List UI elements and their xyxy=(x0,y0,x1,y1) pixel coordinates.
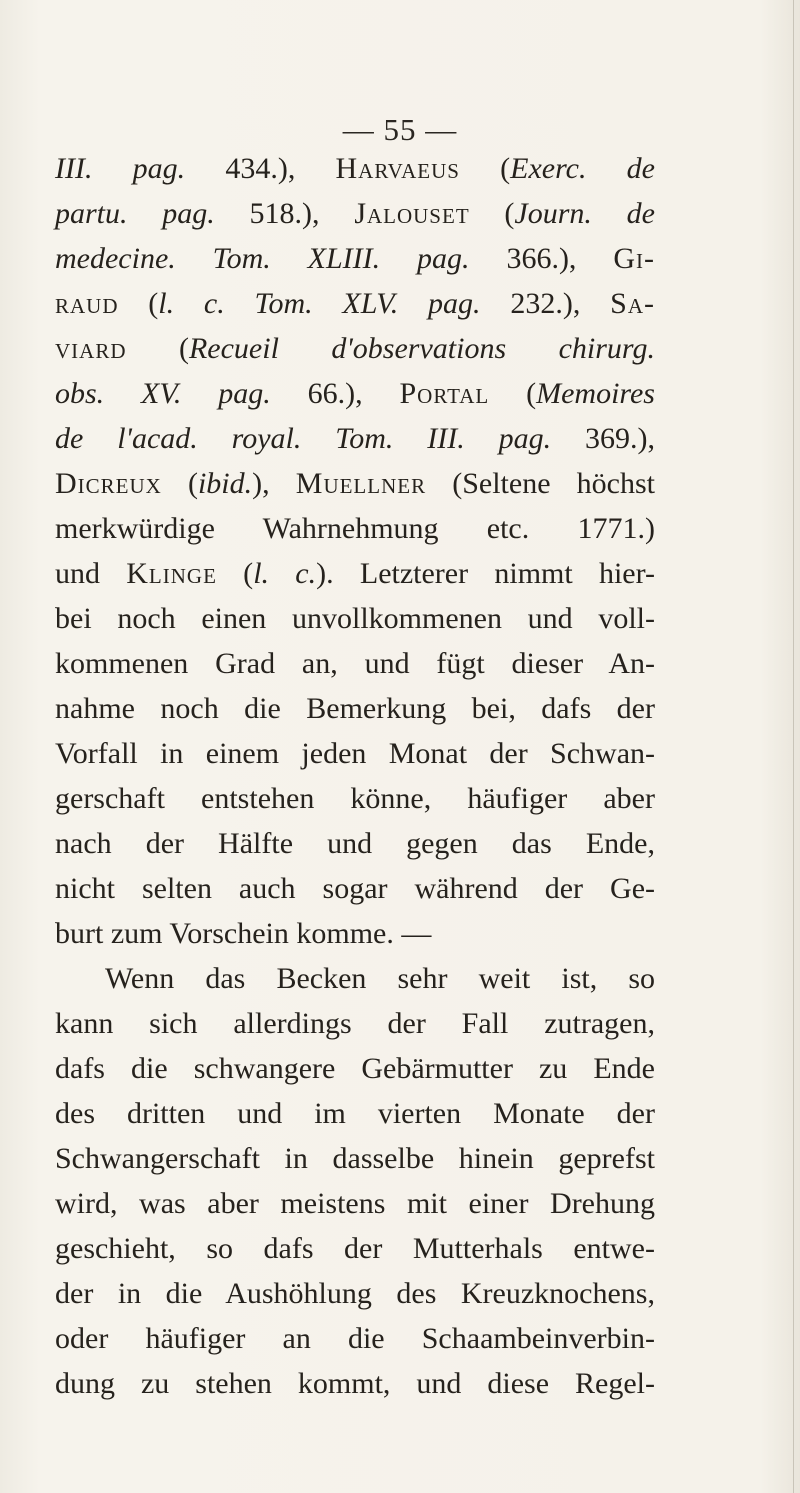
text-segment: ( xyxy=(459,152,511,185)
text-line xyxy=(55,1091,655,1136)
text-line xyxy=(55,371,655,416)
text-segment: Schwangerschaft in dasselbe hinein geprefst xyxy=(55,1142,655,1175)
text-segment: nach der Hälfte und gegen das Ende, xyxy=(55,827,655,860)
text-line xyxy=(55,866,655,911)
text-line xyxy=(55,911,655,956)
text-segment: dung zu stehen kommt, und diese Regel- xyxy=(55,1367,655,1400)
text-segment: der in die Aushöhlung des Kreuzknochens, xyxy=(55,1277,655,1310)
text-segment: Journ. de xyxy=(514,197,655,230)
author-name: raud xyxy=(55,287,119,320)
text-segment: nicht selten auch sogar während der Ge- xyxy=(55,872,655,905)
text-segment: de l'acad. royal. Tom. III. pag. xyxy=(55,422,552,455)
text-line xyxy=(55,146,655,191)
text-segment: ( xyxy=(216,557,254,590)
text-segment: geschieht, so dafs der Mutterhals entwe- xyxy=(55,1232,655,1265)
text-segment: III. pag. xyxy=(55,152,186,185)
text-segment: Memoires xyxy=(536,377,655,410)
text-segment: ibid. xyxy=(197,467,253,500)
text-segment: ( xyxy=(161,467,198,500)
text-line xyxy=(55,641,655,686)
text-line xyxy=(55,956,655,1001)
page-edge xyxy=(793,0,794,1493)
author-name: Dicreux xyxy=(55,467,162,500)
text-line xyxy=(55,686,655,731)
text-segment: (Seltene höchst xyxy=(426,467,655,500)
text-segment: des dritten und im vierten Monate der xyxy=(55,1097,655,1130)
text-segment: ( xyxy=(489,377,537,410)
author-name: Harvaeus xyxy=(335,152,460,185)
author-name: Jalouset xyxy=(354,197,470,230)
text-line xyxy=(55,281,655,326)
text-line xyxy=(55,461,655,506)
text-line xyxy=(55,821,655,866)
text-line xyxy=(55,326,655,371)
text-segment: ), xyxy=(252,467,296,500)
text-segment: 434.), xyxy=(185,152,336,185)
text-line xyxy=(55,191,655,236)
text-line xyxy=(55,1361,655,1406)
text-segment: und xyxy=(55,557,127,590)
text-segment: 366.), xyxy=(469,242,614,275)
text-line xyxy=(55,506,655,551)
text-segment: oder häufiger an die Schaambeinverbin- xyxy=(55,1322,655,1355)
text-segment: burt zum Vorschein komme. — xyxy=(55,917,432,950)
text-segment: l. c. Tom. XLV. pag. xyxy=(158,287,481,320)
text-segment: partu. pag. xyxy=(55,197,215,230)
text-line xyxy=(55,416,655,461)
text-segment: Exerc. de xyxy=(510,152,655,185)
text-segment: gerschaft entstehen könne, häufiger aber xyxy=(55,782,655,815)
text-line xyxy=(55,1136,655,1181)
text-segment: 66.), xyxy=(270,377,400,410)
text-line xyxy=(55,1181,655,1226)
author-name: viard xyxy=(55,332,127,365)
text-segment: kann sich allerdings der Fall zutragen, xyxy=(55,1007,655,1040)
text-segment: Recueil d'observations chirurg. xyxy=(188,332,655,365)
author-name: Gi- xyxy=(613,242,655,275)
text-line xyxy=(55,776,655,821)
author-name: Muellner xyxy=(295,467,427,500)
text-line xyxy=(55,1001,655,1046)
text-segment: medecine. Tom. XLIII. pag. xyxy=(55,242,470,275)
text-segment: 518.), xyxy=(214,197,355,230)
text-segment: wird, was aber meistens mit einer Drehung xyxy=(55,1187,655,1220)
body-text xyxy=(55,146,655,1406)
text-line xyxy=(55,1046,655,1091)
text-line xyxy=(55,1316,655,1361)
text-segment: merkwürdige Wahrnehmung etc. 1771.) xyxy=(55,512,655,545)
author-name: Sa- xyxy=(610,287,655,320)
author-name: Portal xyxy=(399,377,490,410)
text-line xyxy=(55,236,655,281)
text-segment: bei noch einen unvollkommenen und voll- xyxy=(55,602,655,635)
text-segment: 232.), xyxy=(480,287,611,320)
text-segment: obs. XV. pag. xyxy=(55,377,271,410)
text-segment: ( xyxy=(126,332,189,365)
text-line xyxy=(55,1226,655,1271)
text-line xyxy=(55,551,655,596)
text-line xyxy=(55,596,655,641)
text-segment: nahme noch die Bemerkung bei, dafs der xyxy=(55,692,655,725)
text-line xyxy=(55,1271,655,1316)
text-segment: ). Letzterer nimmt hier- xyxy=(316,557,655,590)
text-segment: ( xyxy=(469,197,515,230)
text-segment: l. c. xyxy=(253,557,317,590)
text-segment: Vorfall in einem jeden Monat der Schwan- xyxy=(55,737,655,770)
text-line xyxy=(55,731,655,776)
text-segment: 369.), xyxy=(551,422,655,455)
text-segment: kommenen Grad an, und fügt dieser An- xyxy=(55,647,655,680)
author-name: Klinge xyxy=(126,557,217,590)
text-segment: ( xyxy=(118,287,159,320)
text-segment: Wenn das Becken sehr weit ist, so xyxy=(105,962,655,995)
page-number: — 55 — xyxy=(342,112,458,147)
text-segment: dafs die schwangere Gebärmutter zu Ende xyxy=(55,1052,655,1085)
